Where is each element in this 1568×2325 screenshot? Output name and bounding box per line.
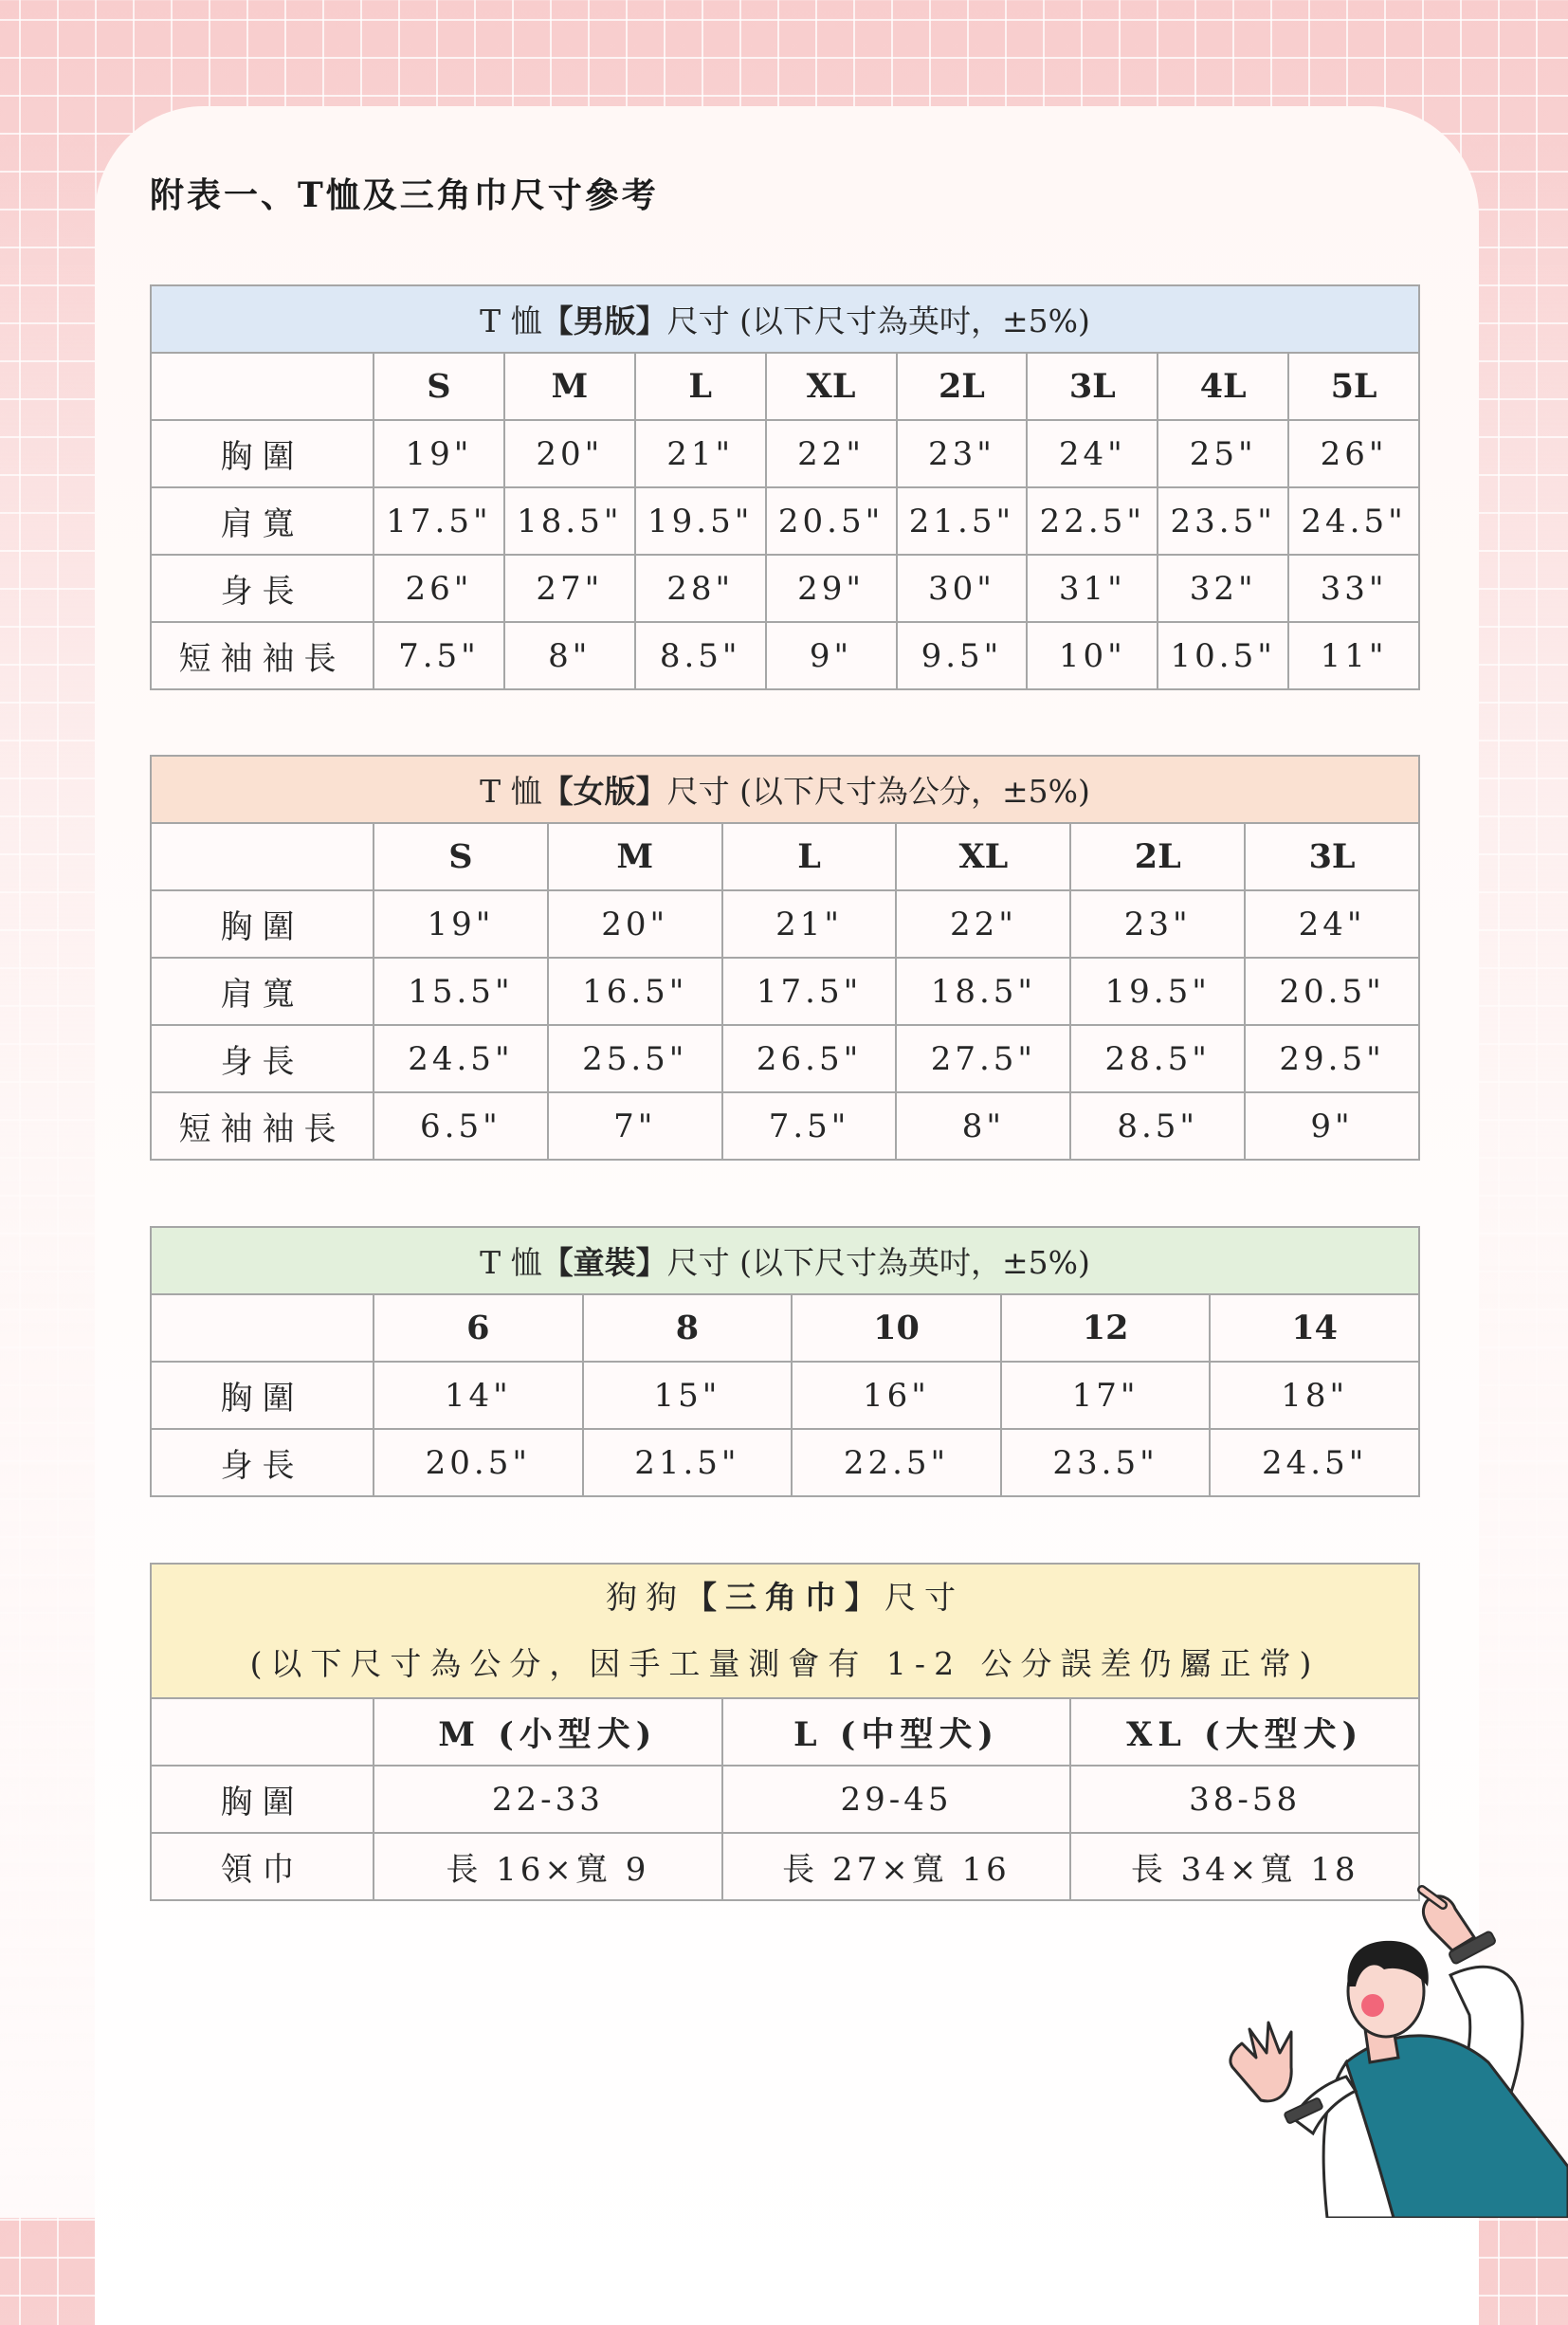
table-row: [151, 487, 1419, 555]
value-cell: 22.5": [1027, 487, 1158, 555]
value-cell: 14": [374, 1362, 583, 1429]
value-cell: 31": [1027, 555, 1158, 622]
value-cell: 22": [766, 420, 897, 487]
size-header-row: [151, 823, 1419, 890]
table-row: [151, 890, 1419, 958]
value-cell: 23": [1070, 890, 1245, 958]
value-cell: 9": [1245, 1092, 1419, 1160]
dog-caption-line1: 狗狗【三角巾】尺寸: [606, 1579, 964, 1616]
value-cell: 28.5": [1070, 1025, 1245, 1092]
value-cell: 23.5": [1158, 487, 1288, 555]
table-row: [151, 1025, 1419, 1092]
size-header: 3L: [1027, 353, 1158, 420]
value-cell: 24": [1245, 890, 1419, 958]
value-cell: 20": [548, 890, 722, 958]
size-header: 2L: [1070, 823, 1245, 890]
value-cell: 23": [897, 420, 1028, 487]
value-cell: 19": [374, 890, 548, 958]
value-cell: 25.5": [548, 1025, 722, 1092]
value-cell: 15.5": [374, 958, 548, 1025]
corner-cell: [151, 1294, 374, 1362]
value-cell: 26": [1288, 420, 1419, 487]
size-header: 6: [374, 1294, 583, 1362]
row-label: 胸圍: [151, 1362, 374, 1429]
corner-cell: [151, 353, 374, 420]
value-cell: 10": [1027, 622, 1158, 689]
value-cell: 29-45: [722, 1766, 1071, 1833]
dog-caption-line2: (以下尺寸為公分，因手工量測會有 1-2 公分誤差仍屬正常): [249, 1645, 1321, 1682]
value-cell: 26": [374, 555, 504, 622]
row-label: 身長: [151, 1429, 374, 1496]
table-row: [151, 1092, 1419, 1160]
value-cell: 16": [792, 1362, 1001, 1429]
value-cell: 6.5": [374, 1092, 548, 1160]
size-header: 3L: [1245, 823, 1419, 890]
size-header: S: [374, 823, 548, 890]
value-cell: 22-33: [374, 1766, 722, 1833]
size-header-row: [151, 1698, 1419, 1766]
page-title: 附表一、T恤及三角巾尺寸參考: [150, 175, 659, 215]
value-cell: 9.5": [897, 622, 1028, 689]
size-header: XL (大型犬): [1070, 1698, 1419, 1766]
value-cell: 7": [548, 1092, 722, 1160]
size-header: L (中型犬): [722, 1698, 1071, 1766]
value-cell: 24": [1027, 420, 1158, 487]
value-cell: 17.5": [374, 487, 504, 555]
row-label: 身長: [151, 1025, 374, 1092]
value-cell: 29.5": [1245, 1025, 1419, 1092]
kids-size-table: [150, 1226, 1420, 1497]
corner-cell: [151, 1698, 374, 1766]
value-cell: 19": [374, 420, 504, 487]
size-header-row: [151, 353, 1419, 420]
value-cell: 20.5": [1245, 958, 1419, 1025]
value-cell: 27.5": [896, 1025, 1070, 1092]
size-header: XL: [766, 353, 897, 420]
size-header-row: [151, 1294, 1419, 1362]
size-header: L: [635, 353, 766, 420]
value-cell: 25": [1158, 420, 1288, 487]
value-cell: 8": [896, 1092, 1070, 1160]
value-cell: 20": [504, 420, 635, 487]
value-cell: 15": [583, 1362, 793, 1429]
value-cell: 26.5": [722, 1025, 897, 1092]
row-label: 胸圍: [151, 890, 374, 958]
value-cell: 長 34×寬 18: [1070, 1833, 1419, 1900]
size-header: 8: [583, 1294, 793, 1362]
value-cell: 22": [896, 890, 1070, 958]
size-header: S: [374, 353, 504, 420]
size-header: XL: [896, 823, 1070, 890]
table-row: [151, 1766, 1419, 1833]
dog-table-caption: [151, 1564, 1419, 1698]
size-header: 5L: [1288, 353, 1419, 420]
table-row: [151, 555, 1419, 622]
dog-bandana-size-table: [150, 1563, 1420, 1901]
value-cell: 18": [1210, 1362, 1419, 1429]
men-size-table: [150, 284, 1420, 690]
value-cell: 27": [504, 555, 635, 622]
value-cell: 23.5": [1001, 1429, 1211, 1496]
row-label: 身長: [151, 555, 374, 622]
size-header: 12: [1001, 1294, 1211, 1362]
row-label: 領巾: [151, 1833, 374, 1900]
value-cell: 11": [1288, 622, 1419, 689]
value-cell: 17.5": [722, 958, 897, 1025]
value-cell: 長 27×寬 16: [722, 1833, 1071, 1900]
value-cell: 33": [1288, 555, 1419, 622]
value-cell: 8": [504, 622, 635, 689]
value-cell: 7.5": [374, 622, 504, 689]
value-cell: 18.5": [504, 487, 635, 555]
value-cell: 7.5": [722, 1092, 897, 1160]
value-cell: 29": [766, 555, 897, 622]
row-label: 胸圍: [151, 420, 374, 487]
size-header: 10: [792, 1294, 1001, 1362]
value-cell: 21.5": [897, 487, 1028, 555]
value-cell: 22.5": [792, 1429, 1001, 1496]
table-row: [151, 958, 1419, 1025]
value-cell: 24.5": [1288, 487, 1419, 555]
table-row: [151, 420, 1419, 487]
value-cell: 30": [897, 555, 1028, 622]
table-row: [151, 1429, 1419, 1496]
value-cell: 20.5": [374, 1429, 583, 1496]
row-label: 短袖袖長: [151, 622, 374, 689]
value-cell: 21.5": [583, 1429, 793, 1496]
size-header: 14: [1210, 1294, 1419, 1362]
value-cell: 18.5": [896, 958, 1070, 1025]
women-table-caption: T 恤【女版】尺寸 (以下尺寸為公分，±5%): [151, 756, 1419, 823]
value-cell: 17": [1001, 1362, 1211, 1429]
value-cell: 32": [1158, 555, 1288, 622]
row-label: 胸圍: [151, 1766, 374, 1833]
corner-cell: [151, 823, 374, 890]
table-row: [151, 622, 1419, 689]
size-header: 2L: [897, 353, 1028, 420]
cheek-blush: [1361, 1994, 1384, 2017]
size-header: L: [722, 823, 897, 890]
size-header: M (小型犬): [374, 1698, 722, 1766]
value-cell: 16.5": [548, 958, 722, 1025]
value-cell: 24.5": [374, 1025, 548, 1092]
value-cell: 8.5": [1070, 1092, 1245, 1160]
waving-hand: [1231, 2023, 1291, 2101]
size-header: M: [504, 353, 635, 420]
value-cell: 28": [635, 555, 766, 622]
value-cell: 24.5": [1210, 1429, 1419, 1496]
row-label: 肩寬: [151, 487, 374, 555]
value-cell: 19.5": [1070, 958, 1245, 1025]
row-label: 短袖袖長: [151, 1092, 374, 1160]
row-label: 肩寬: [151, 958, 374, 1025]
size-header: M: [548, 823, 722, 890]
value-cell: 10.5": [1158, 622, 1288, 689]
value-cell: 19.5": [635, 487, 766, 555]
value-cell: 38-58: [1070, 1766, 1419, 1833]
value-cell: 長 16×寬 9: [374, 1833, 722, 1900]
men-table-caption: T 恤【男版】尺寸 (以下尺寸為英吋，±5%): [151, 285, 1419, 353]
pointing-hand: [1423, 1896, 1474, 1950]
women-size-table: [150, 755, 1420, 1161]
kids-table-caption: T 恤【童裝】尺寸 (以下尺寸為英吋，±5%): [151, 1227, 1419, 1294]
value-cell: 8.5": [635, 622, 766, 689]
value-cell: 21": [722, 890, 897, 958]
pointing-person-illustration: [1204, 1863, 1568, 2218]
table-row: [151, 1362, 1419, 1429]
value-cell: 9": [766, 622, 897, 689]
value-cell: 21": [635, 420, 766, 487]
size-header: 4L: [1158, 353, 1288, 420]
value-cell: 20.5": [766, 487, 897, 555]
